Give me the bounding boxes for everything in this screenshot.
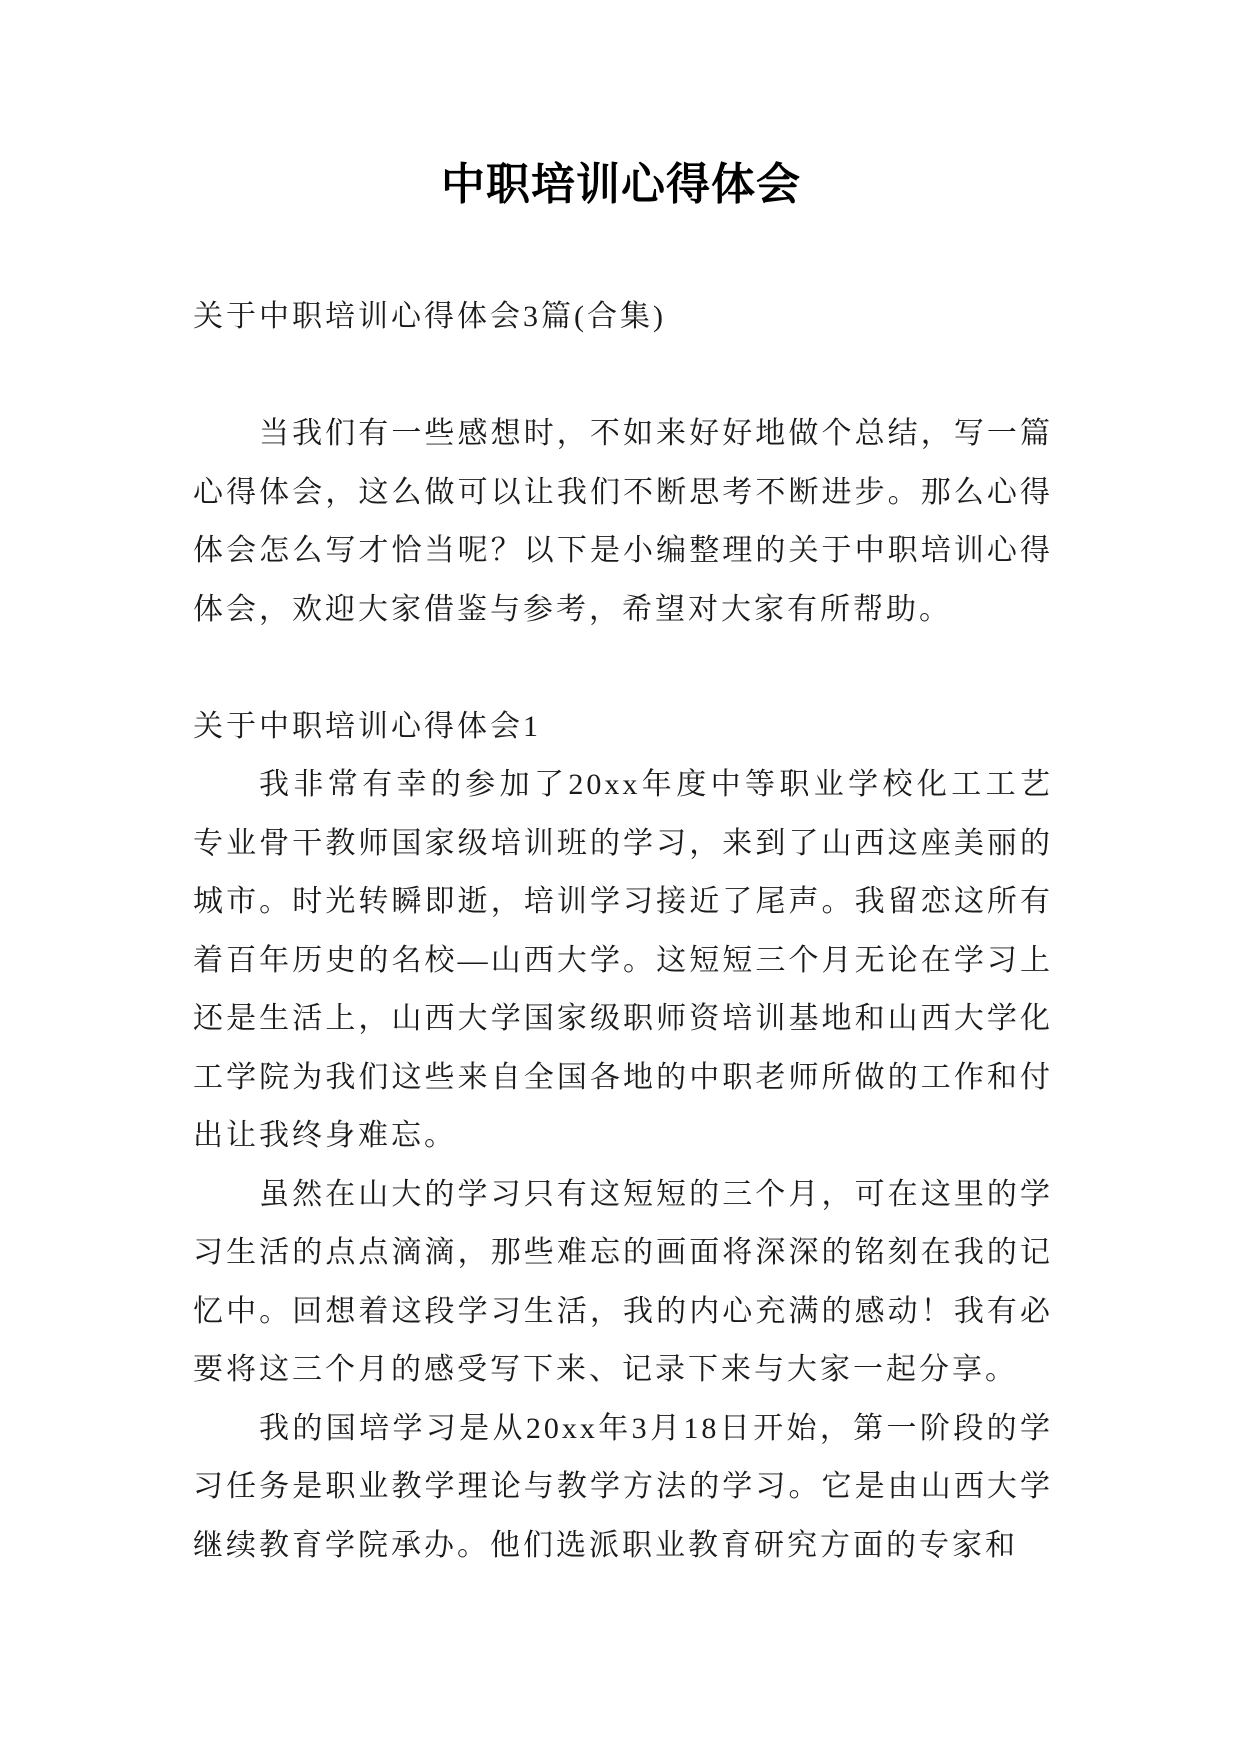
- document-title: 中职培训心得体会: [441, 160, 801, 209]
- intro-paragraph: 当我们有一些感想时，不如来好好地做个总结，写一篇心得体会，这么做可以让我们不断思考不断进步。那么心得体会怎么写才恰当呢？以下是小编整理的关于中职培训心得体会，欢迎大家借鉴与参考，希望对大家有所帮助。: [193, 417, 1053, 626]
- body-paragraph: 虽然在山大的学习只有这短短的三个月，可在这里的学习生活的点点滴滴，那些难忘的画面将深深的铭刻在我的记忆中。回想着这段学习生活，我的内心充满的感动！我有必要将这三个月的感受写下来、记录下来与大家一起分享。: [193, 1177, 1053, 1386]
- body-paragraph: 我非常有幸的参加了20xx年度中等职业学校化工工艺专业骨干教师国家级培训班的学习，来到了山西这座美丽的城市。时光转瞬即逝，培训学习接近了尾声。我留恋这所有着百年历史的名校—山西大学。这短短三个月无论在学习上还是生活上，山西大学国家级职师资培训基地和山西大学化工学院为我们这些来自全国各地的中职老师所做的工作和付出让我终身难忘。: [193, 768, 1053, 1152]
- body-paragraph: 我的国培学习是从20xx年3月18日开始，第一阶段的学习任务是职业教学理论与教学方法的学习。它是由山西大学继续教育学院承办。他们选派职业教育研究方面的专家和: [193, 1411, 1053, 1562]
- document-subtitle: 关于中职培训心得体会3篇(合集): [193, 300, 666, 333]
- document-body: [193, 288, 1053, 1575]
- section-heading: 关于中职培训心得体会1: [193, 709, 541, 743]
